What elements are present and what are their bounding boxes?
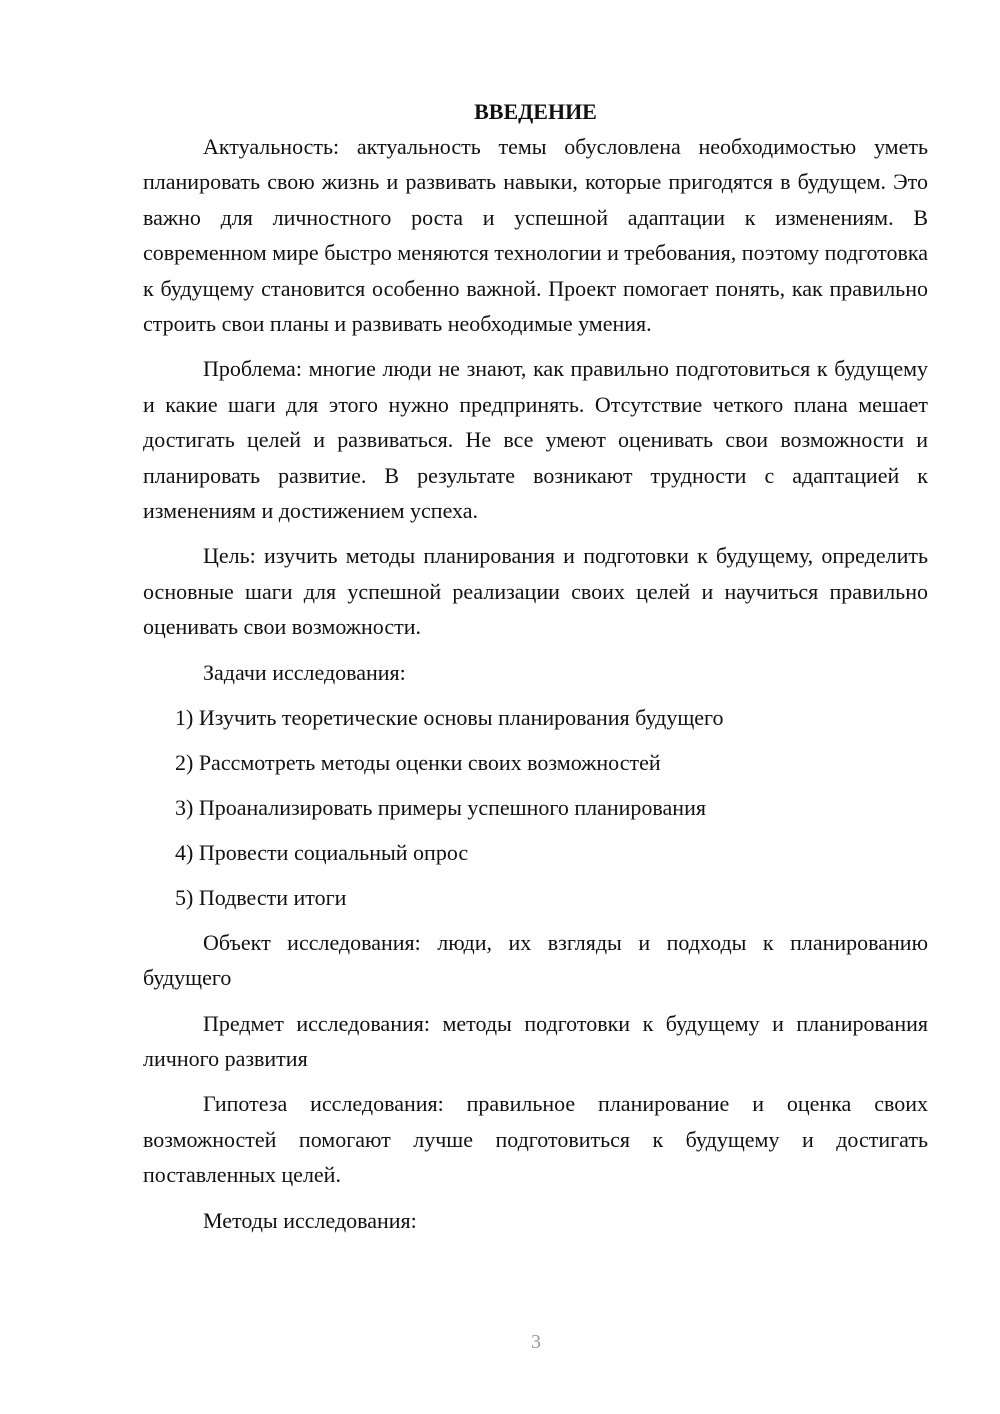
relevance-paragraph: Актуальность: актуальность темы обусловлена необходимостью уметь планировать свою жизнь и развивать навыки, которые пригодятся в будущем. Это важно для личностного роста и успешной адаптации к изменениям. В современном мире быстро меняются технологии и требования, поэтому подготовка к будущему становится особенно важной. Проект помогает понять, как правильно строить свои планы и развивать необходимые умения.: [143, 134, 928, 337]
page-content: [143, 94, 928, 1248]
subject-paragraph: Предмет исследования: методы подготовки к будущему и планирования личного развития: [143, 1010, 928, 1071]
goal-paragraph: Цель: изучить методы планирования и подготовки к будущему, определить основные шаги для успешной реализации своих целей и научиться правильно оценивать свои возможности.: [143, 543, 928, 640]
hypothesis-paragraph: Гипотеза исследования: правильное планирование и оценка своих возможностей помогают лучше подготовиться к будущему и достигать поставленных целей.: [143, 1091, 928, 1188]
problem-paragraph: Проблема: многие люди не знают, как правильно подготовиться к будущему и какие шаги для этого нужно предпринять. Отсутствие четкого плана мешает достигать целей и развиваться. Не все умеют оценивать свои возможности и планировать развитие. В результате возникают трудности с адаптацией к изменениям и достижением успеха.: [143, 356, 928, 524]
task-item: 1) Изучить теоретические основы планирования будущего: [175, 704, 724, 730]
object-paragraph: Объект исследования: люди, их взгляды и подходы к планированию будущего: [143, 929, 928, 991]
page-number: 3: [531, 1331, 541, 1353]
tasks-list: [143, 700, 928, 915]
task-item: 5) Подвести итоги: [175, 884, 347, 910]
tasks-title: Задачи исследования:: [203, 659, 406, 685]
methods-title: Методы исследования:: [203, 1207, 417, 1233]
section-heading: ВВЕДЕНИЕ: [474, 99, 597, 124]
task-item: 3) Проанализировать примеры успешного планирования: [175, 794, 706, 820]
task-item: 4) Провести социальный опрос: [175, 839, 469, 865]
task-item: 2) Рассмотреть методы оценки своих возможностей: [175, 749, 661, 775]
